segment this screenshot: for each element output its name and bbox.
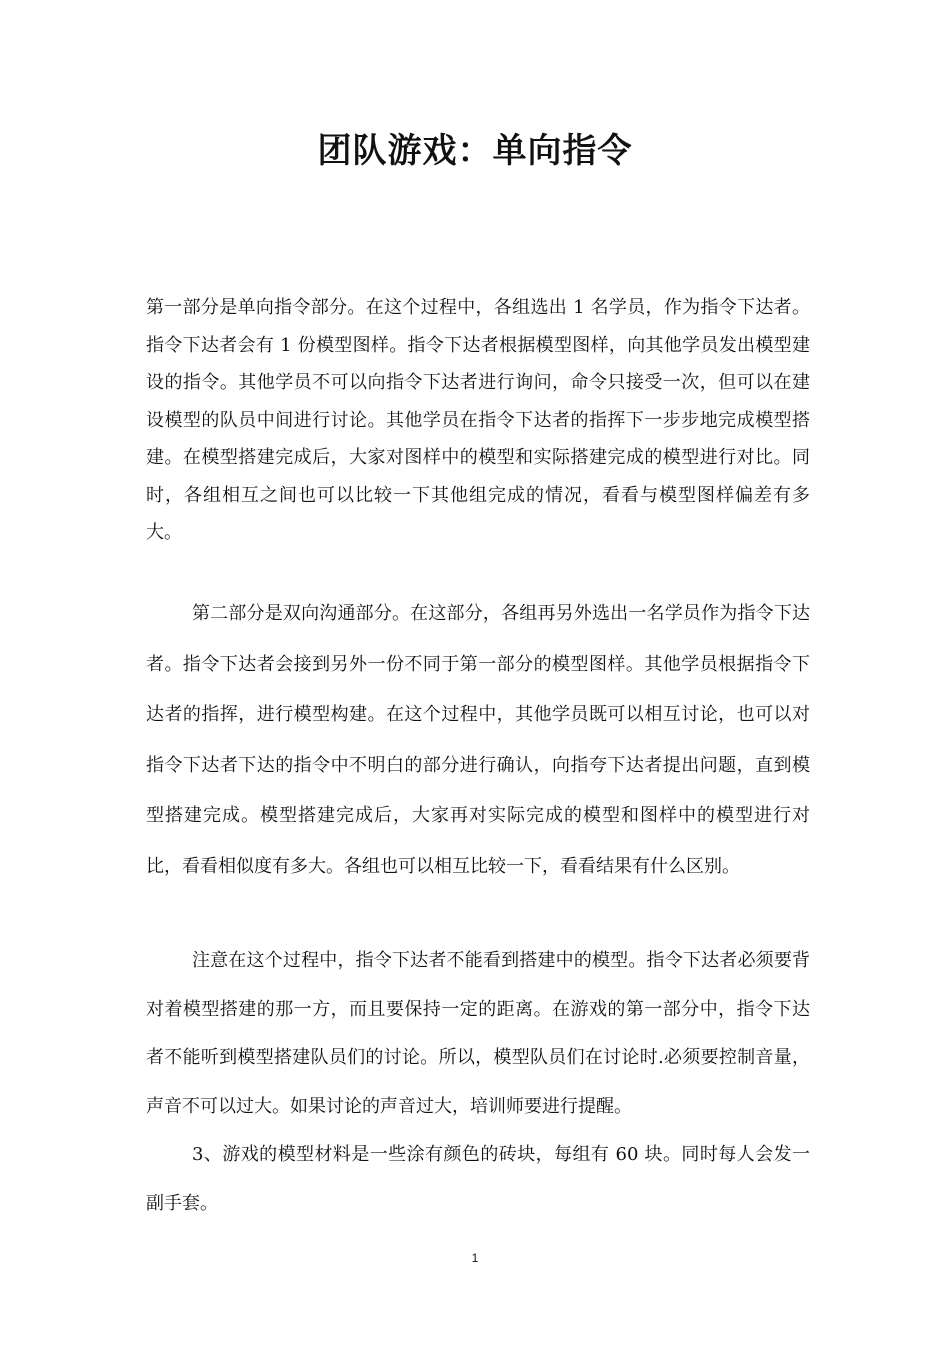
document-title: 团队游戏：单向指令 (317, 131, 633, 171)
paragraph-materials: 3、游戏的模型材料是一些涂有颜色的砖块，每组有 60 块。同时每人会发一副手套。 (146, 1144, 810, 1214)
paragraph-notes: 注意在这个过程中，指令下达者不能看到搭建中的模型。指令下达者必须要背对着模型搭建的那一方，而且要保持一定的距离。在游戏的第一部分中，指令下达者不能听到模型搭建队员们的讨论。所以，模型队员们在讨论时.必须要控制音量，声音不可以过大。如果讨论的声音过大，培训师要进行提醒。 (146, 950, 810, 1117)
page-number: 1 (471, 1251, 479, 1265)
paragraph-two-way-communication: 第二部分是双向沟通部分。在这部分，各组再另外选出一名学员作为指令下达者。指令下达者会接到另外一份不同于第一部分的模型图样。其他学员根据指令下达者的指挥，进行模型构建。在这个过程中，其他学员既可以相互讨论，也可以对指令下达者下达的指令中不明白的部分进行确认，向指夸下达者提出问题，直到模型搭建完成。模型搭建完成后，大家再对实际完成的模型和图样中的模型进行对比，看看相似度有多大。各组也可以相互比较一下，看看结果有什么区别。 (146, 603, 810, 877)
paragraph-one-way-instructions: 第一部分是单向指令部分。在这个过程中，各组选出 1 名学员，作为指令下达者。指令下达者会有 1 份模型图样。指令下达者根据模型图样，向其他学员发出模型建设的指令。其他学员不可以向指令下达者进行询问，命令只接受一次，但可以在建设模型的队员中间进行讨论。其他学员在指令下达者的指挥下一步步地完成模型搭建。在模型搭建完成后，大家对图样中的模型和实际搭建完成的模型进行对比。同时，各组相互之间也可以比较一下其他组完成的情况，看看与模型图样偏差有多大。 (146, 297, 810, 543)
